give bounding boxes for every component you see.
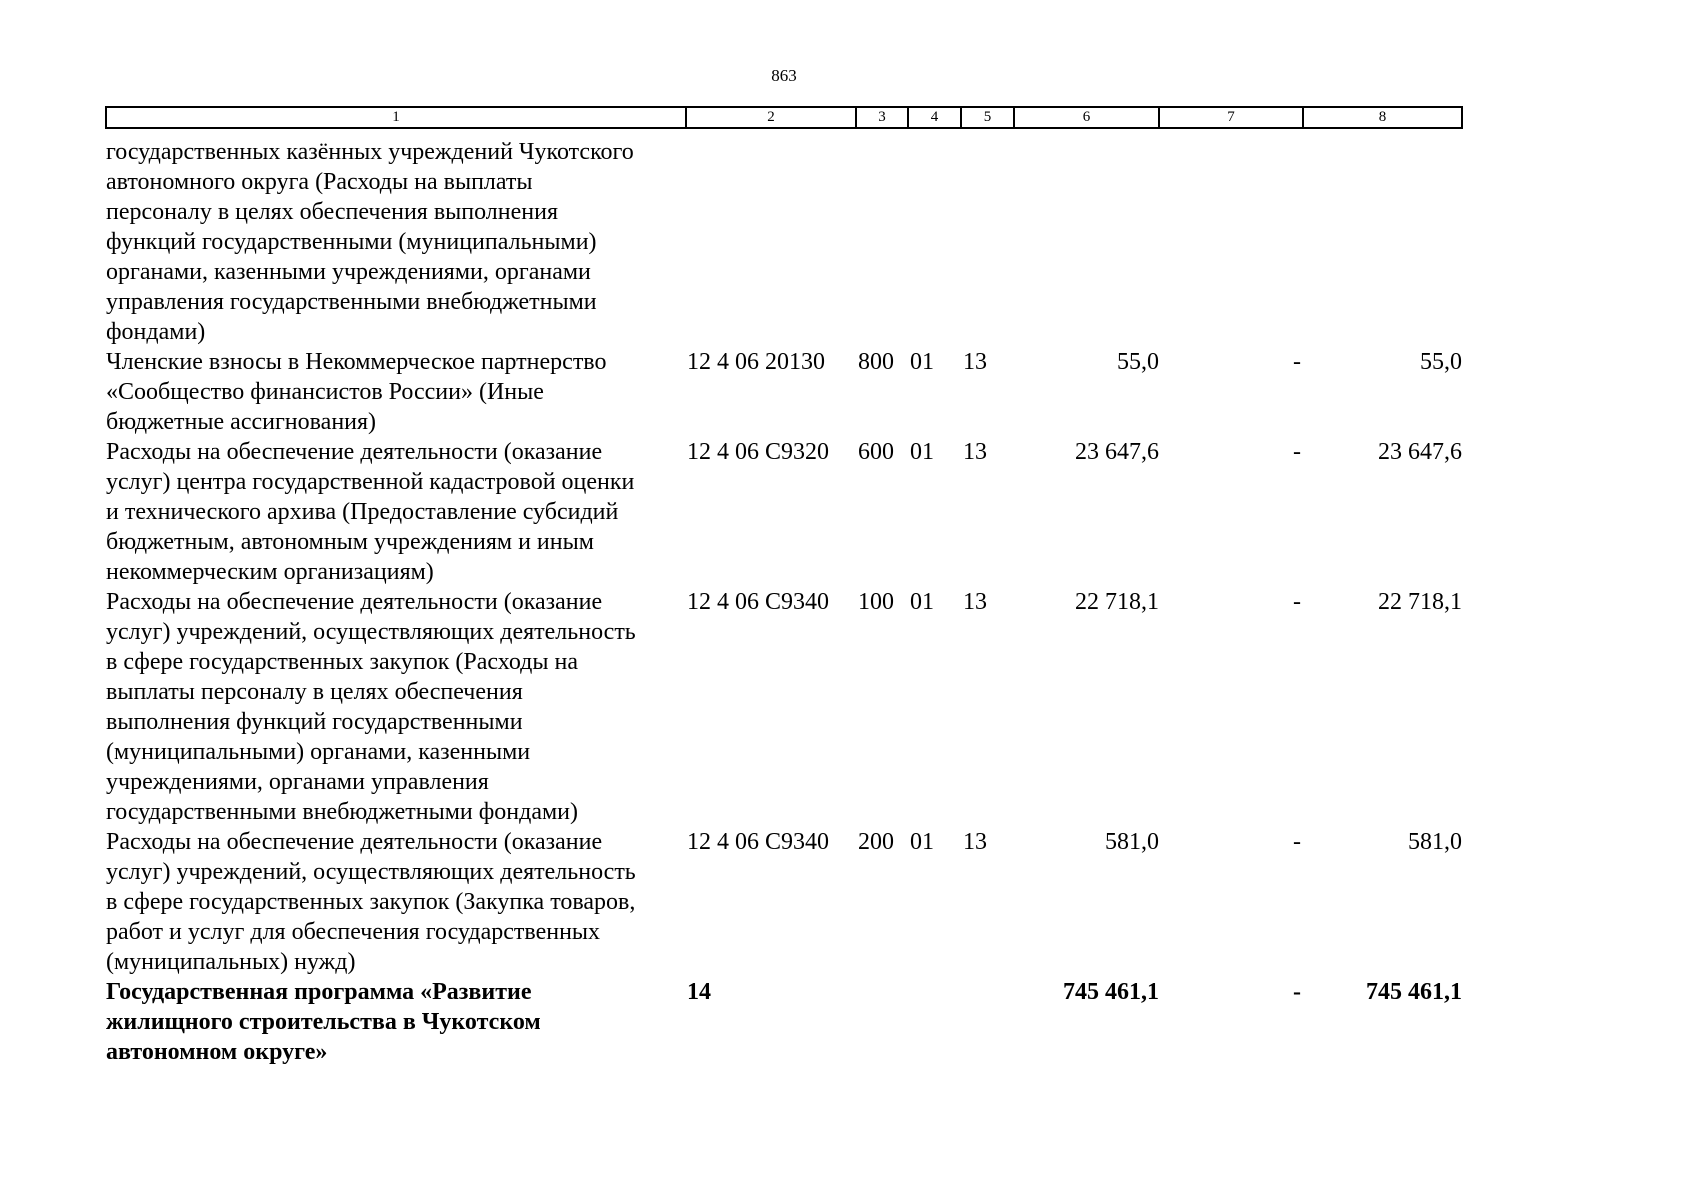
description-line: функций государственными (муниципальными) (106, 229, 597, 255)
row-target-code (686, 128, 856, 347)
description-line: в сфере государственных закупок (Закупка товаров, (106, 889, 636, 915)
column-header-4: 4 (908, 107, 961, 128)
row-amount: 22 718,1 (1075, 589, 1159, 615)
row-expense-type: 100 (858, 589, 894, 615)
row-expense-type: 800 (858, 349, 894, 375)
row-description (106, 827, 686, 977)
row-target-code: 14 (687, 979, 711, 1005)
row-expense-type (856, 977, 908, 1067)
row-total: 23 647,6 (1378, 439, 1462, 465)
row-section: 01 (910, 349, 934, 375)
row-change: - (1293, 439, 1301, 465)
description-line: Расходы на обеспечение деятельности (оказание (106, 589, 603, 615)
description-line: автономном округе» (106, 1039, 328, 1065)
description-line: Членские взносы в Некоммерческое партнерство (106, 349, 607, 375)
row-description (106, 587, 686, 827)
table-body (106, 128, 1462, 1067)
row-change: - (1293, 349, 1301, 375)
description-line: услуг) учреждений, осуществляющих деятельность (106, 619, 636, 645)
description-line: «Сообщество финансистов России» (Иные (106, 379, 544, 405)
description-line: работ и услуг для обеспечения государственных (106, 919, 601, 945)
column-header-1: 1 (106, 107, 686, 128)
row-description (106, 977, 686, 1067)
row-subsection: 13 (963, 589, 987, 615)
description-line: (муниципальных) нужд) (106, 949, 356, 975)
row-total: 55,0 (1420, 349, 1462, 375)
description-line: жилищного строительства в Чукотском (106, 1009, 541, 1035)
description-line: фондами) (106, 319, 206, 345)
row-change: - (1293, 979, 1301, 1005)
row-total (1303, 128, 1462, 347)
table-header (106, 107, 1462, 128)
description-line: персоналу в целях обеспечения выполнения (106, 199, 559, 225)
row-target-code: 12 4 06 С9340 (687, 829, 830, 855)
description-line: услуг) центра государственной кадастровой оценки (106, 469, 635, 495)
row-total: 581,0 (1408, 829, 1462, 855)
row-total: 745 461,1 (1366, 979, 1462, 1005)
description-line: государственных казённых учреждений Чукотского (106, 139, 634, 165)
row-amount: 55,0 (1117, 349, 1159, 375)
description-line: автономного округа (Расходы на выплаты (106, 169, 533, 195)
row-target-code: 12 4 06 20130 (687, 349, 825, 375)
description-line: и технического архива (Предоставление субсидий (106, 499, 619, 525)
description-line: Государственная программа «Развитие (106, 979, 532, 1005)
description-line: Расходы на обеспечение деятельности (оказание (106, 439, 603, 465)
description-line: государственными внебюджетными фондами) (106, 799, 579, 825)
row-expense-type: 600 (858, 439, 894, 465)
row-subsection (961, 128, 1014, 347)
row-amount: 745 461,1 (1063, 979, 1159, 1005)
row-change: - (1293, 589, 1301, 615)
row-target-code: 12 4 06 С9340 (687, 589, 830, 615)
row-description (106, 128, 686, 347)
column-header-7: 7 (1159, 107, 1303, 128)
row-subsection (961, 977, 1014, 1067)
row-subsection: 13 (963, 439, 987, 465)
page-number: 863 (771, 66, 797, 85)
row-target-code: 12 4 06 С9320 (687, 439, 830, 465)
row-section: 01 (910, 439, 934, 465)
column-number-row (106, 107, 1462, 128)
row-change (1159, 128, 1303, 347)
description-line: в сфере государственных закупок (Расходы на (106, 649, 578, 675)
row-description (106, 437, 686, 587)
description-line: бюджетные ассигнования) (106, 409, 377, 435)
description-line: Расходы на обеспечение деятельности (оказание (106, 829, 603, 855)
column-header-3: 3 (856, 107, 908, 128)
table-row (106, 827, 1462, 977)
row-expense-type: 200 (858, 829, 894, 855)
description-line: управления государственными внебюджетными (106, 289, 597, 315)
row-description (106, 347, 686, 437)
description-line: бюджетным, автономным учреждениям и иным (106, 529, 594, 555)
description-line: (муниципальными) органами, казенными (106, 739, 531, 765)
description-line: услуг) учреждений, осуществляющих деятельность (106, 859, 636, 885)
table-row (106, 347, 1462, 437)
row-section: 01 (910, 829, 934, 855)
row-section (908, 128, 961, 347)
table-row-program (106, 977, 1462, 1067)
row-section: 01 (910, 589, 934, 615)
table-row (106, 437, 1462, 587)
column-header-2: 2 (686, 107, 856, 128)
row-change: - (1293, 829, 1301, 855)
row-section (908, 977, 961, 1067)
row-expense-type (856, 128, 908, 347)
row-amount: 581,0 (1105, 829, 1159, 855)
column-header-6: 6 (1014, 107, 1159, 128)
column-header-5: 5 (961, 107, 1014, 128)
table-row (106, 128, 1462, 347)
description-line: выплаты персоналу в целях обеспечения (106, 679, 523, 705)
row-subsection: 13 (963, 829, 987, 855)
budget-table (105, 106, 1463, 1067)
row-amount (1014, 128, 1159, 347)
row-amount: 23 647,6 (1075, 439, 1159, 465)
row-subsection: 13 (963, 349, 987, 375)
column-header-8: 8 (1303, 107, 1462, 128)
description-line: выполнения функций государственными (106, 709, 523, 735)
row-total: 22 718,1 (1378, 589, 1462, 615)
description-line: органами, казенными учреждениями, органами (106, 259, 591, 285)
table-row (106, 587, 1462, 827)
description-line: некоммерческим организациям) (106, 559, 434, 585)
description-line: учреждениями, органами управления (106, 769, 489, 795)
